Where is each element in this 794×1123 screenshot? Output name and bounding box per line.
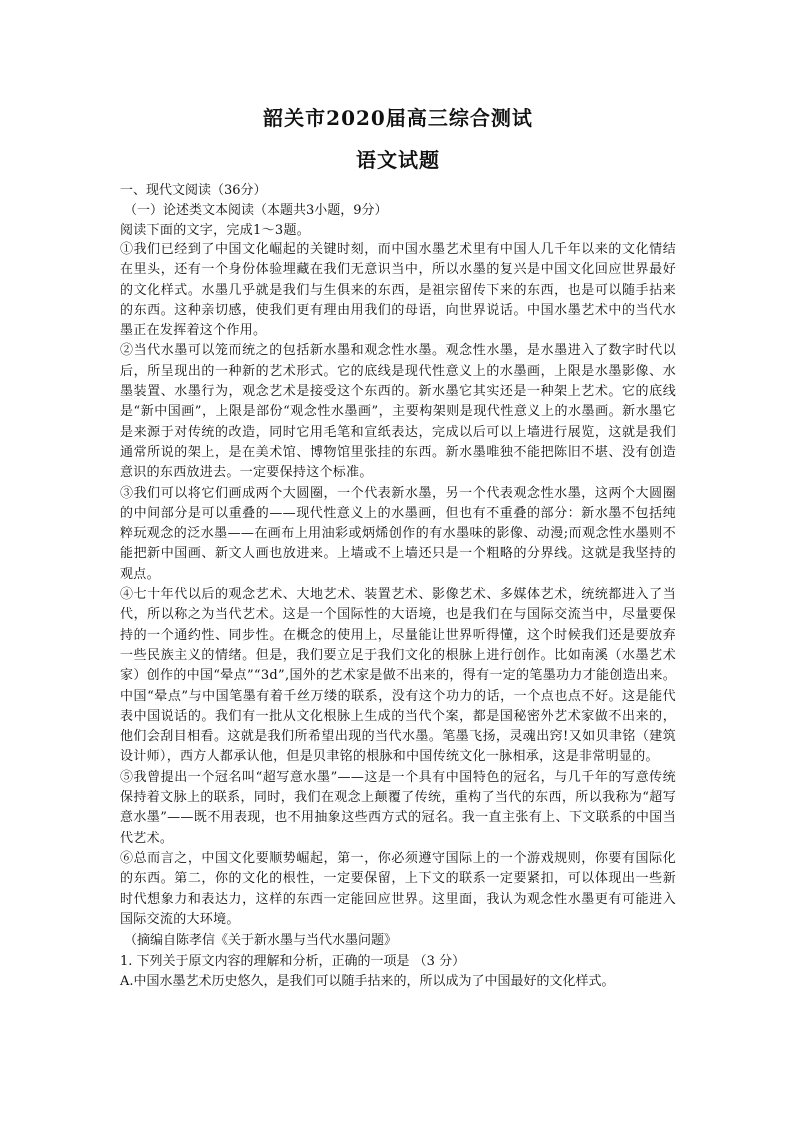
exam-title: 韶关市2020届高三综合测试 bbox=[263, 106, 533, 130]
exam-subtitle: 语文试题 bbox=[356, 148, 440, 172]
passage-source: （摘编自陈孝信《关于新水墨与当代水墨问题》 bbox=[124, 933, 398, 949]
reading-instruction: 阅读下面的文字，完成1～3题。 bbox=[120, 223, 311, 238]
passage-paragraph-4: ④七十年代以后的观念艺术、大地艺术、装置艺术、影像艺术、多媒体艺术，统统都进入了当代，所以称之为当代艺术。这是一个国际性的大语境，也是我们在与国际交流当中，尽量要保持的一个通约性、同步性。在概念的使用上，尽量能让世界听得懂，这个时候我们还是要放弃一些民族主义的情绪。但是，我们要立足于我们文化的根脉上进行创作。比如南溪（水墨艺术家）创作的中国“晕点”“3d”,国外的艺术家是做不出来的，得有一定的笔墨功力才能创造出来。中国“晕点”与中国笔墨有着千丝万缕的联系，没有这个功力的话，一个点也点不好。这是能代表中国说话的。我们有一批从文化根脉上生成的当代个案，都是国秘密外艺术家做不出来的，他们会刮目相看。这就是我们所希望出现的当代水墨。笔墨飞扬，灵魂出窍!又如贝聿铭（建筑设计师），西方人都承认他，但是贝聿铭的根脉和中国传统文化一脉相承，这是非常明显的。 bbox=[120, 587, 676, 765]
passage-paragraph-6: ⑥总而言之，中国文化要顺势崛起，第一，你必须遵守国际上的一个游戏规则，你要有国际化的东西。第二，你的文化的根性，一定要保留，上下文的联系一定要紧扣，可以体现出一些新时代想象力和表达力，这样的东西一定能回应世界。这里面，我认为观念性水墨更有可能进入国际交流的大环境。 bbox=[120, 850, 676, 927]
subsection-heading: （一）论述类文本阅读（本题共3小题，9分） bbox=[124, 203, 388, 218]
question-1-option-a: A.中国水墨艺术历史悠久，是我们可以随手拈来的，所以成为了中国最好的文化样式。 bbox=[120, 974, 615, 990]
passage-paragraph-1: ①我们已经到了中国文化崛起的关键时刻，而中国水墨艺术里有中国人几千年以来的文化情结在里头，还有一个身份体验埋藏在我们无意识当中，所以水墨的复兴是中国文化回应世界最好的文化样式。水墨几乎就是我们与生俱来的东西，是祖宗留传下来的东西，也是可以随手拈来的东西。这种亲切感，使我们更有理由用我们的母语，向世界说话。中国水墨艺术中的当代水墨正在发挥着这个作用。 bbox=[120, 242, 676, 339]
passage-paragraph-5: ⑤我曾提出一个冠名叫“超写意水墨”——这是一个具有中国特色的冠名，与几千年的写意传统保持着文脉上的联系，同时，我们在观念上颠覆了传统，重构了当代的东西，所以我称为“超写意水墨”——既不用表现，也不用抽象这些西方式的冠名。我一直主张有上、下文联系的中国当代艺术。 bbox=[120, 769, 676, 846]
passage-paragraph-2: ②当代水墨可以笼而统之的包括新水墨和观念性水墨。观念性水墨，是水墨进入了数字时代以后，所呈现出的一种新的艺术形式。它的底线是现代性意义上的水墨画，上限是水墨影像、水墨装置、水墨行为，观念艺术是接受这个东西的。新水墨它其实还是一种架上艺术。它的底线是“新中国画”，上限是部份“观念性水墨画”，主要构架则是现代性意义上的水墨画。新水墨它是来源于对传统的改造，同时它用毛笔和宣纸表达，完成以后可以上墙进行展览，这就是我们通常所说的架上，是在美术馆、博物馆里张挂的东西。新水墨唯独不能把陈旧不堪、没有创造意识的东西放进去。一定要保持这个标准。 bbox=[120, 343, 676, 481]
question-1: 1. 下列关于原文内容的理解和分析，正确的一项是 （3 分） bbox=[120, 954, 466, 970]
passage-paragraph-3: ③我们可以将它们画成两个大圆圈，一个代表新水墨，另一个代表观念性水墨，这两个大圆圈的中间部分是可以重叠的——现代性意义上的水墨画，但也有不重叠的部分：新水墨不包括纯粹玩观念的泛水墨——在画布上用油彩或炳烯创作的有水墨味的影像、动漫;而观念性水墨则不能把新中国画、新文人画也放进来。上墙或不上墙还只是一个粗略的分界线。这就是我坚持的观点。 bbox=[120, 485, 676, 582]
section-heading: 一、现代文阅读（36分） bbox=[120, 183, 267, 198]
